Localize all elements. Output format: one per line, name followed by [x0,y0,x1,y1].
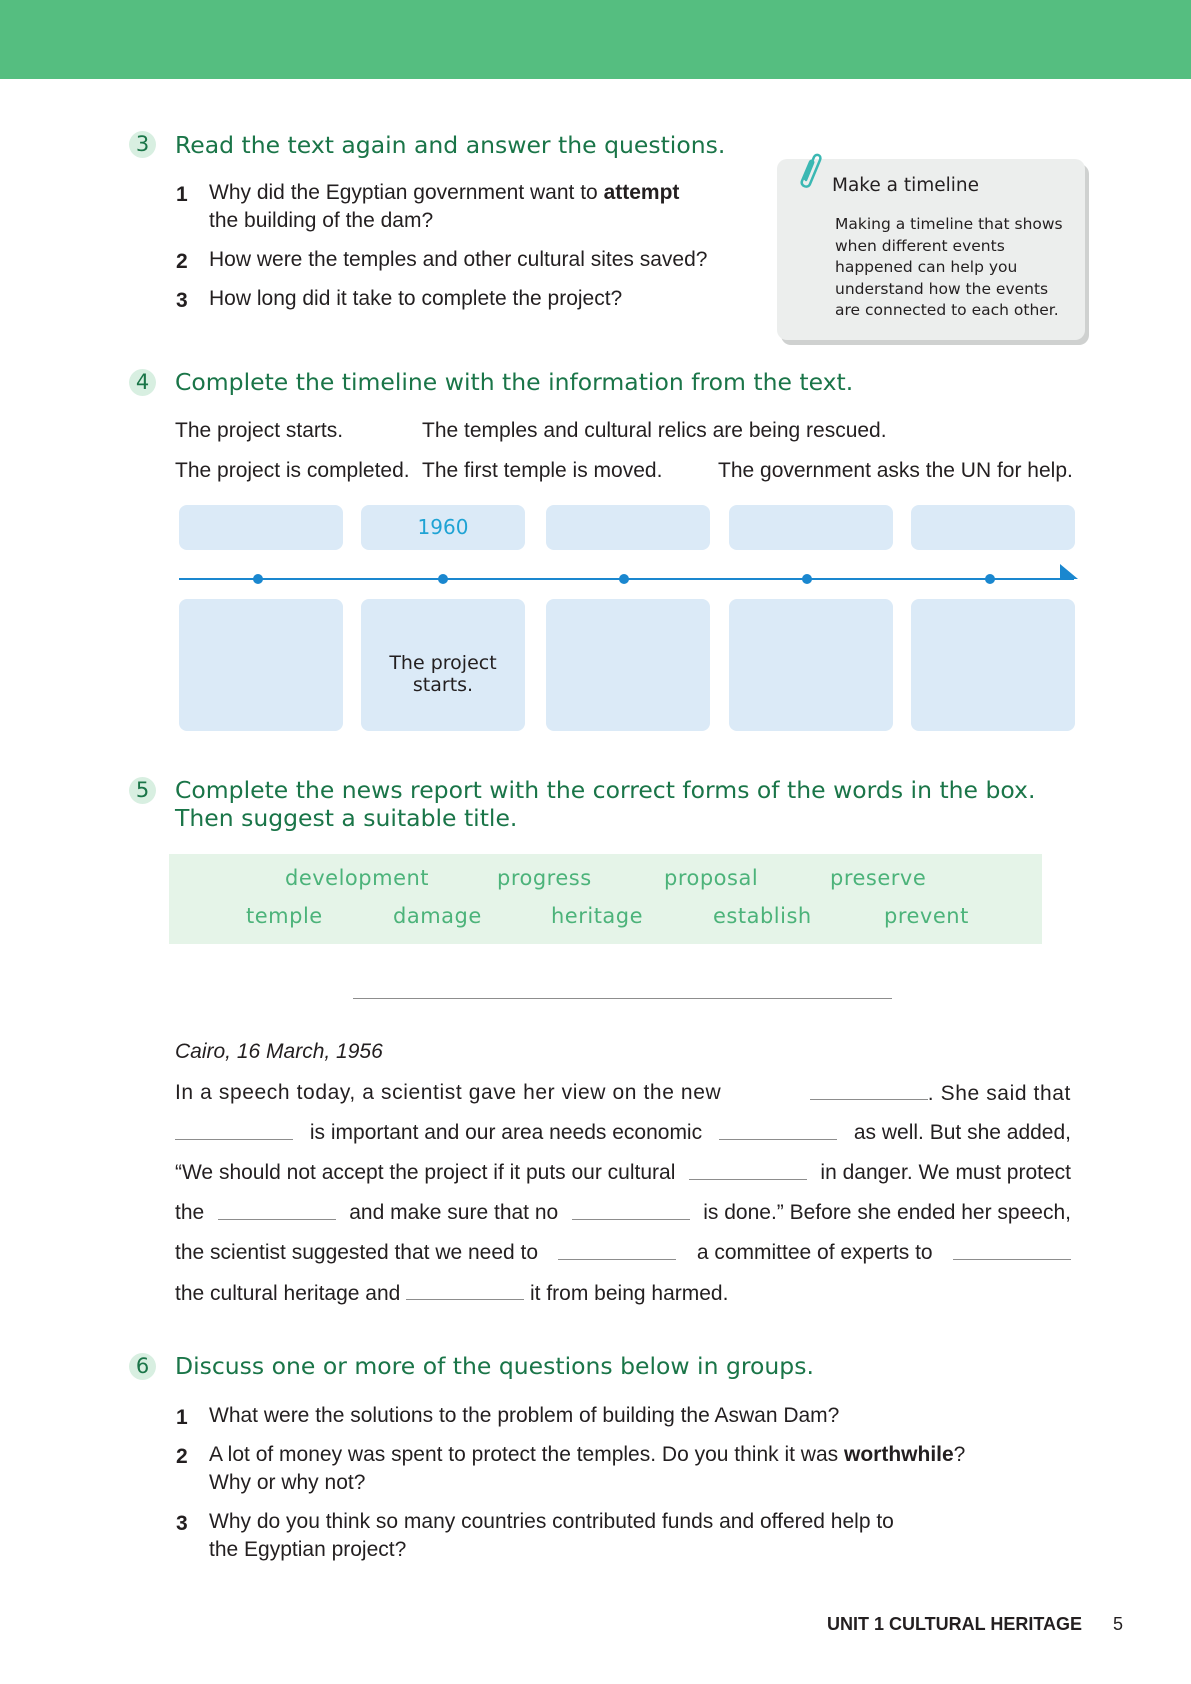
report-text: the cultural heritage and [175,1282,401,1305]
ex6-q3-text: Why do you think so many countries contributed funds and offered help to [209,1510,894,1533]
ex6-q2-text-end: ? [953,1443,966,1466]
report-text: is important and our area needs economic [309,1121,703,1144]
report-text: it from being harmed. [530,1282,729,1305]
report-line-1 [175,1081,1071,1106]
exercise-4-title: Complete the timeline with the information from the text. [175,368,854,396]
report-text: the [175,1201,205,1224]
tip-title: Make a timeline [832,175,980,196]
ex3-q1-text [209,179,729,207]
ex6-q1-text: What were the solutions to the problem of building the Aswan Dam? [209,1404,840,1427]
answer-blank[interactable] [953,1241,1071,1260]
ex3-q3-text: How long did it take to complete the project? [209,287,623,310]
report-text: in danger. We must protect [820,1161,1071,1184]
answer-blank[interactable] [406,1281,524,1300]
timeline-year-box[interactable] [546,505,710,550]
answer-blank[interactable] [719,1121,837,1140]
header-bar [0,0,1191,79]
ex3-q2-text: How were the temples and other cultural sites saved? [209,248,708,271]
timeline-dot [438,574,448,584]
report-text: “We should not accept the project if it puts our cultural [175,1161,676,1184]
footer-unit-title: UNIT 1 CULTURAL HERITAGE [827,1614,1082,1634]
title-answer-line[interactable] [353,998,892,999]
ex3-q1-number: 1 [176,183,188,206]
tip-body: Making a timeline that shows when different events happened can help you understand how the events are connected to each other. [835,215,1063,319]
exercise-6-title: Discuss one or more of the questions below in groups. [175,1352,814,1380]
exercise-4-number: 4 [129,369,156,396]
timeline-year-text: 1960 [417,515,469,539]
report-text: In a speech today, a scientist gave her view on the new [175,1081,722,1104]
ex6-q2-text [209,1441,965,1469]
timeline-option: The project starts. [175,419,344,442]
timeline-dot [253,574,263,584]
word-box-item: preserve [830,866,927,890]
answer-blank[interactable] [689,1161,807,1180]
ex3-q1-text-start: Why did the Egyptian government want to [209,181,598,204]
ex6-q3-number: 3 [176,1512,188,1535]
ex3-q1-keyword: attempt [603,181,680,204]
word-box-item: damage [393,904,482,928]
report-text: as well. But she added, [853,1121,1071,1144]
exercise-5-number: 5 [129,777,156,804]
report-text: . She said that [927,1082,1071,1105]
report-line-6 [175,1281,1071,1306]
answer-blank[interactable] [810,1081,928,1100]
timeline-dot [619,574,629,584]
timeline-event-box[interactable] [179,599,343,731]
timeline-year-box[interactable] [911,505,1075,550]
timeline-option: The first temple is moved. [422,459,663,482]
timeline-dot [802,574,812,584]
word-box-item: proposal [664,866,759,890]
report-text: a committee of experts to [696,1241,933,1264]
word-box-item: temple [246,904,323,928]
timeline-arrow-icon [1058,563,1080,581]
exercise-3-number: 3 [129,131,156,158]
ex3-q2-number: 2 [176,250,188,273]
word-box-item: development [285,866,430,890]
ex6-q2-text-line2: Why or why not? [209,1471,366,1494]
report-line-5 [175,1241,1071,1265]
answer-blank[interactable] [218,1201,336,1220]
ex6-q2-text-start: A lot of money was spent to protect the temples. Do you think it was [209,1443,839,1466]
page-number: 5 [1113,1614,1124,1634]
ex3-q3-number: 3 [176,289,188,312]
word-box-item: establish [713,904,812,928]
exercise-5-title-line2: Then suggest a suitable title. [175,804,518,832]
report-text-with-blank [810,1081,1071,1106]
timeline-option: The government asks the UN for help. [718,459,1073,482]
tip-box [777,159,1085,340]
answer-blank[interactable] [572,1201,690,1220]
report-text: and make sure that no [349,1201,559,1224]
timeline-event-box[interactable] [729,599,893,731]
exercise-3-title: Read the text again and answer the questions. [175,131,726,159]
paperclip-icon [795,151,825,194]
timeline-option: The temples and cultural relics are being rescued. [422,419,887,442]
exercise-5-title-line1: Complete the news report with the correct forms of the words in the box. [175,776,1036,804]
timeline-dot [985,574,995,584]
word-box-item: heritage [551,904,644,928]
report-text: the scientist suggested that we need to [175,1241,539,1264]
report-text: is done.” Before she ended her speech, [703,1201,1071,1224]
word-box-item: progress [497,866,592,890]
timeline-year-box[interactable] [179,505,343,550]
report-line-3 [175,1161,1071,1185]
timeline-year-box[interactable] [729,505,893,550]
timeline-option: The project is completed. [175,459,410,482]
timeline-event-box[interactable] [911,599,1075,731]
word-box-item: prevent [884,904,969,928]
report-line-2 [175,1121,1071,1145]
ex6-q3-text-line2: the Egyptian project? [209,1538,407,1561]
exercise-6-number: 6 [129,1353,156,1380]
timeline-year-box[interactable] [361,505,525,550]
report-line-4 [175,1201,1071,1225]
ex3-q1-text-end: the building of the dam? [209,209,434,232]
timeline-event-text: The project starts. [389,652,497,696]
timeline-event-box[interactable] [546,599,710,731]
ex6-q2-keyword: worthwhile [844,1443,954,1466]
ex6-q2-number: 2 [176,1445,188,1468]
ex6-q1-number: 1 [176,1406,188,1429]
report-dateline: Cairo, 16 March, 1956 [175,1040,383,1063]
answer-blank[interactable] [558,1241,676,1260]
answer-blank[interactable] [175,1121,293,1140]
timeline-event-box[interactable] [361,599,525,731]
